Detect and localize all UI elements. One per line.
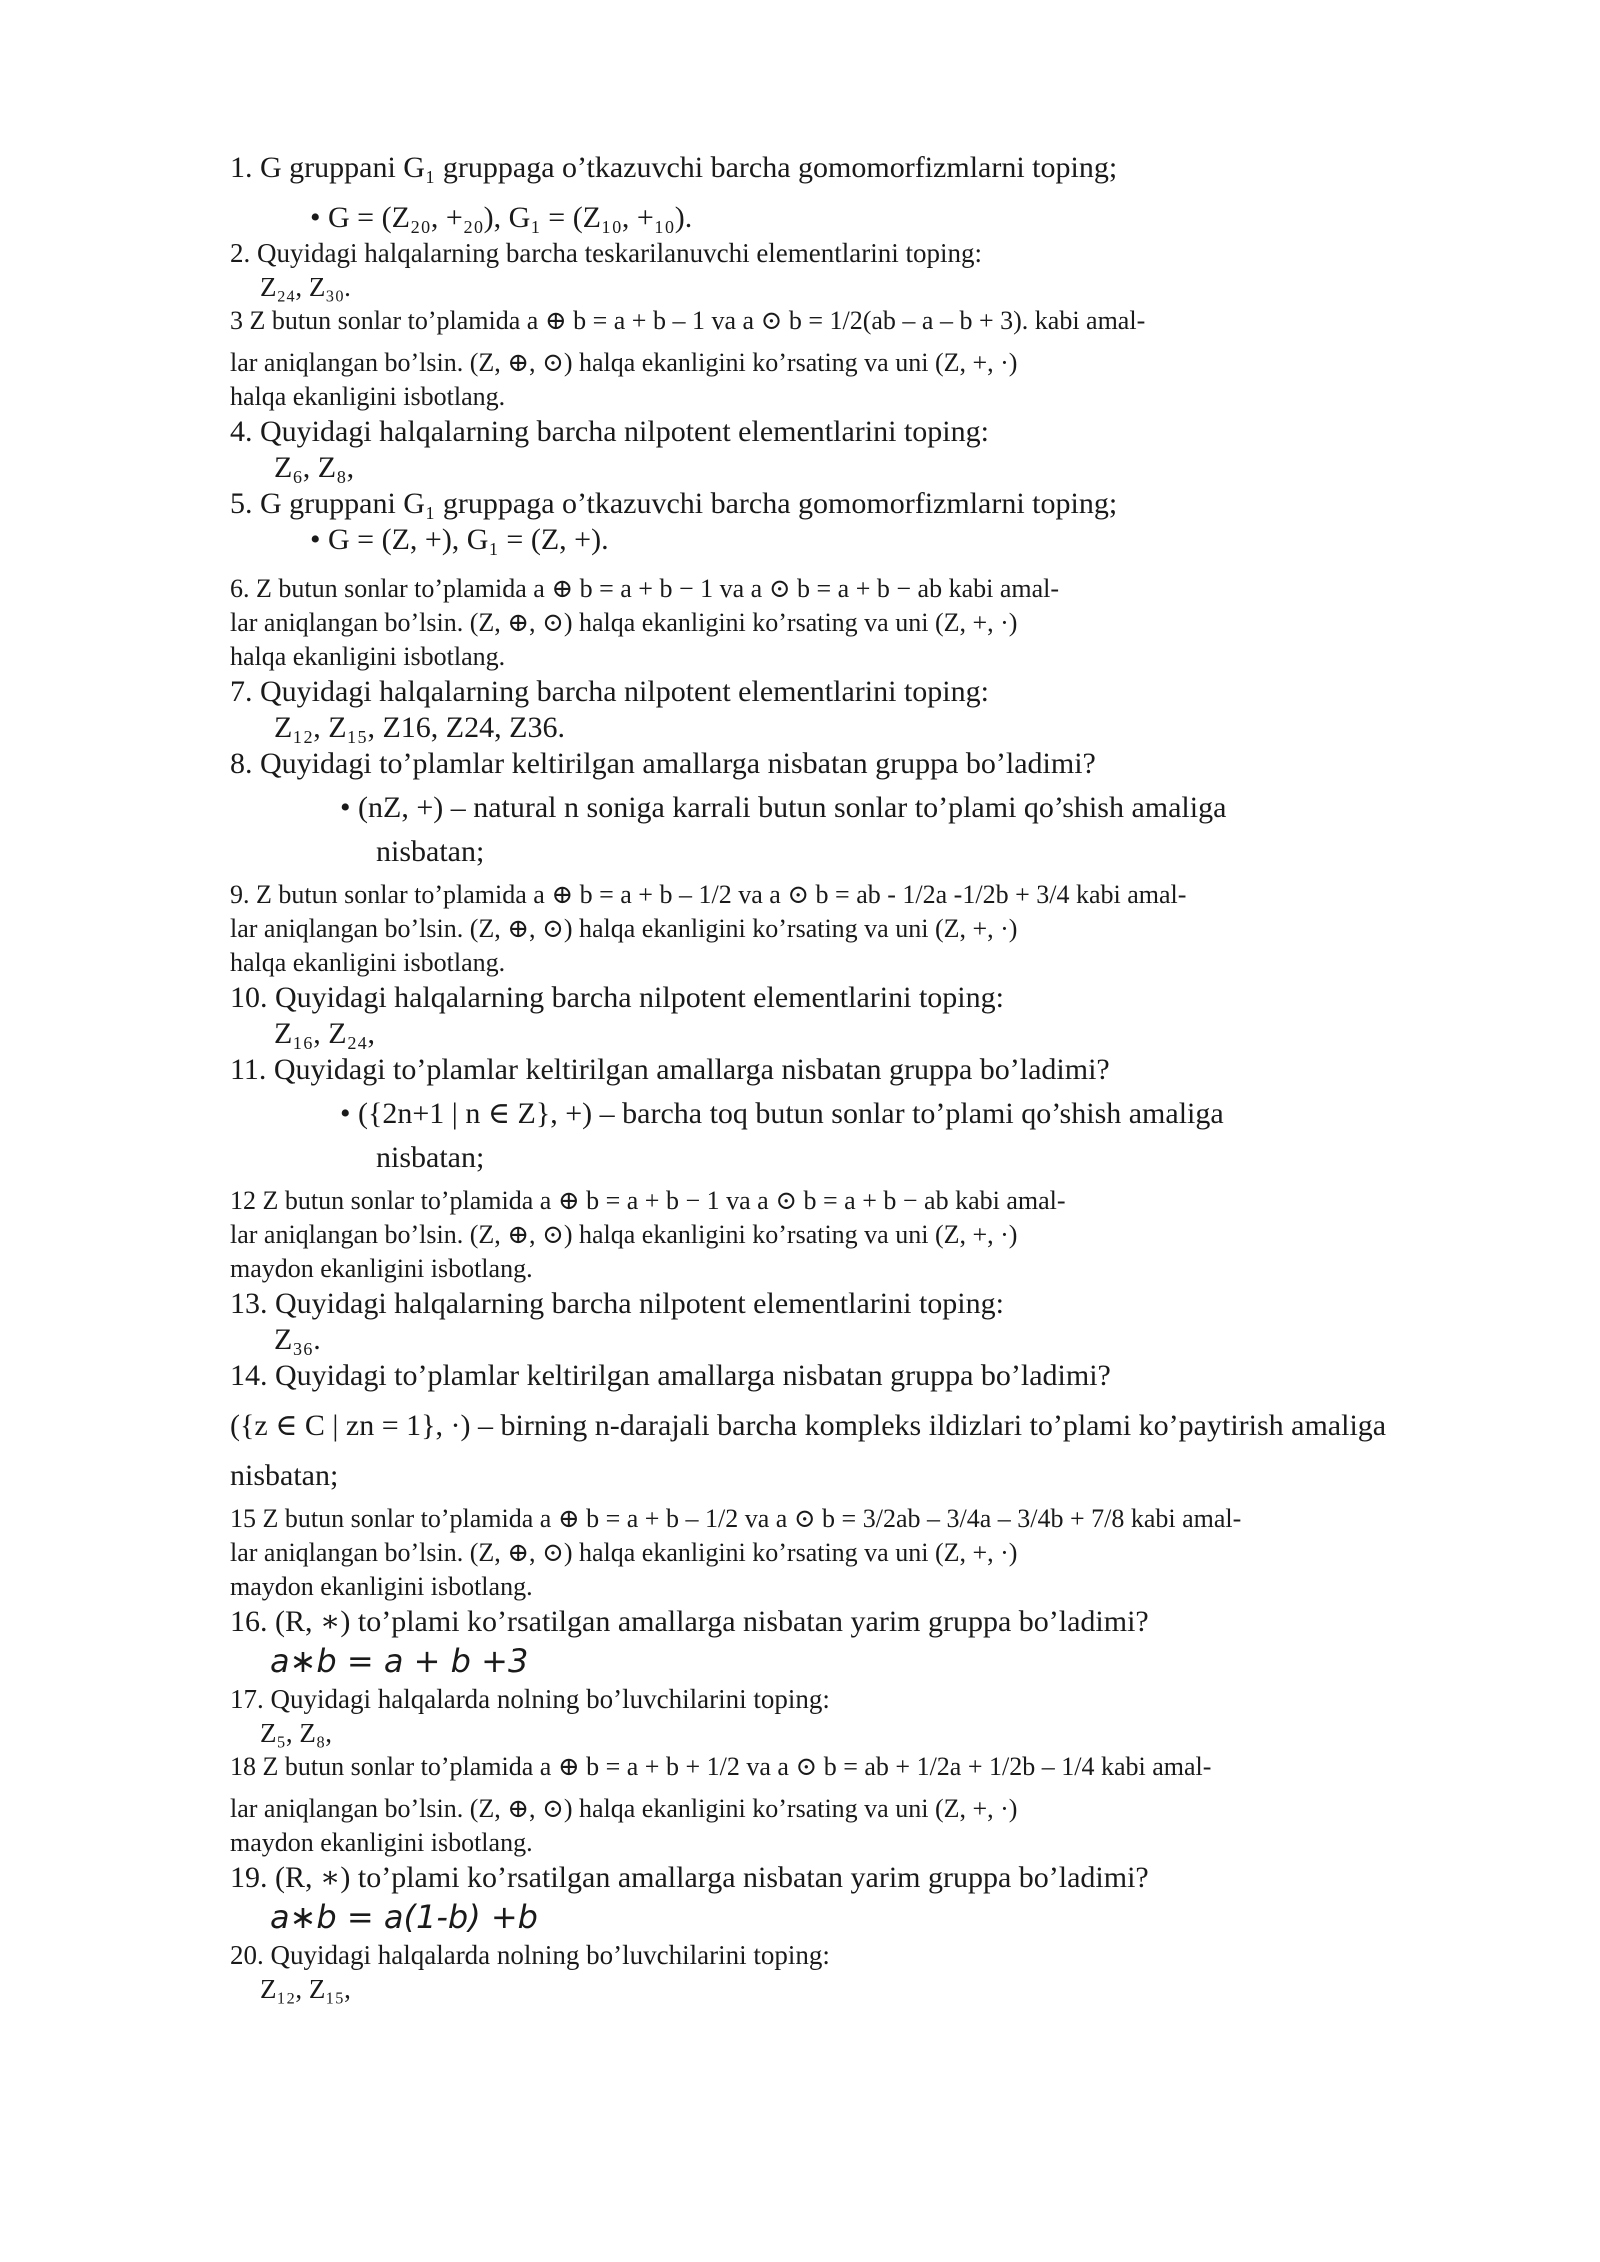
problem-10-item: Z₁₆, Z₂₄, xyxy=(274,1017,375,1050)
problem-11-item: • ({2n+1 | n ∈ Z}, +) – barcha toq butun sonlar to’plami qo’shish amaliga xyxy=(340,1097,1224,1130)
problem-10: 10. Quyidagi halqalarning barcha nilpotent elementlarini toping: xyxy=(230,981,1004,1014)
problem-9-line-2: lar aniqlangan bo’lsin. (Z, ⊕, ⊙) halqa ekanligini ko’rsating va uni (Z, +, ·) xyxy=(230,914,1018,943)
problem-16: 16. (R, ∗) to’plami ko’rsatilgan amallarga nisbatan yarim gruppa bo’ladimi? xyxy=(230,1605,1149,1638)
problem-11: 11. Quyidagi to’plamlar keltirilgan amallarga nisbatan gruppa bo’ladimi? xyxy=(230,1053,1110,1086)
problem-3-line-3: halqa ekanligini isbotlang. xyxy=(230,382,506,411)
problem-7: 7. Quyidagi halqalarning barcha nilpotent elementlarini toping: xyxy=(230,675,989,708)
problem-9-line-3: halqa ekanligini isbotlang. xyxy=(230,948,506,977)
problem-4: 4. Quyidagi halqalarning barcha nilpotent elementlarini toping: xyxy=(230,415,989,448)
problem-19: 19. (R, ∗) to’plami ko’rsatilgan amallarga nisbatan yarim gruppa bo’ladimi? xyxy=(230,1861,1149,1894)
problem-8-item: • (nZ, +) – natural n soniga karrali butun sonlar to’plami qo’shish amaliga xyxy=(340,791,1227,824)
problem-4-item: Z₆, Z₈, xyxy=(274,451,355,484)
problem-15-line-3: maydon ekanligini isbotlang. xyxy=(230,1572,533,1601)
problem-13-item: Z₃₆. xyxy=(274,1323,321,1356)
problem-18-line-2: lar aniqlangan bo’lsin. (Z, ⊕, ⊙) halqa ekanligini ko’rsating va uni (Z, +, ·) xyxy=(230,1794,1018,1823)
problem-17-item: Z₅, Z₈, xyxy=(260,1718,333,1748)
problem-15-line-2: lar aniqlangan bo’lsin. (Z, ⊕, ⊙) halqa ekanligini ko’rsating va uni (Z, +, ·) xyxy=(230,1538,1018,1567)
problem-8: 8. Quyidagi to’plamlar keltirilgan amallarga nisbatan gruppa bo’ladimi? xyxy=(230,747,1096,780)
problem-18-line-3: maydon ekanligini isbotlang. xyxy=(230,1828,533,1857)
problem-20: 20. Quyidagi halqalarda nolning bo’luvchilarini toping: xyxy=(230,1940,830,1970)
problem-5-item: • G = (Z, +), G₁ = (Z, +). xyxy=(310,523,609,556)
problem-14-item: ({z ∈ C | zn = 1}, ·) – birning n-darajali barcha kompleks ildizlari to’plami ko’paytirish amaliga xyxy=(230,1409,1387,1442)
problem-12-line-3: maydon ekanligini isbotlang. xyxy=(230,1254,533,1283)
problem-14-item-cont: nisbatan; xyxy=(230,1459,339,1492)
problem-11-item-cont: nisbatan; xyxy=(376,1141,485,1174)
problem-6: 6. Z butun sonlar to’plamida a ⊕ b = a + b − 1 va a ⊙ b = a + b − ab kabi amal- xyxy=(230,574,1060,603)
problem-6-line-2: lar aniqlangan bo’lsin. (Z, ⊕, ⊙) halqa ekanligini ko’rsating va uni (Z, +, ·) xyxy=(230,608,1018,637)
problem-14: 14. Quyidagi to’plamlar keltirilgan amallarga nisbatan gruppa bo’ladimi? xyxy=(230,1359,1111,1392)
problem-5: 5. G gruppani G₁ gruppaga o’tkazuvchi barcha gomomorfizmlarni toping; xyxy=(230,487,1118,520)
problem-8-item-cont: nisbatan; xyxy=(376,835,485,868)
problem-7-item: Z₁₂, Z₁₅, Z16, Z24, Z36. xyxy=(274,711,565,744)
problem-18: 18 Z butun sonlar to’plamida a ⊕ b = a + b + 1/2 va a ⊙ b = ab + 1/2a + 1/2b – 1/4 kabi amal- xyxy=(230,1752,1212,1781)
problem-17: 17. Quyidagi halqalarda nolning bo’luvchilarini toping: xyxy=(230,1684,830,1714)
document-page xyxy=(230,150,1500,2006)
problem-2: 2. Quyidagi halqalarning barcha teskarilanuvchi elementlarini toping: xyxy=(230,238,983,268)
problem-16-formula: a∗b = a + b +3 xyxy=(270,1642,529,1680)
problem-19-formula: a∗b = a(1-b) +b xyxy=(270,1898,538,1936)
problem-1: 1. G gruppani G₁ gruppaga o’tkazuvchi barcha gomomorfizmlarni toping; xyxy=(230,151,1118,184)
problem-1-item: • G = (Z₂₀, +₂₀), G₁ = (Z₁₀, +₁₀). xyxy=(310,201,693,234)
problem-6-line-3: halqa ekanligini isbotlang. xyxy=(230,642,506,671)
problem-3: 3 Z butun sonlar to’plamida a ⊕ b = a + b – 1 va a ⊙ b = 1/2(ab – a – b + 3). kabi amal- xyxy=(230,306,1146,335)
problem-13: 13. Quyidagi halqalarning barcha nilpotent elementlarini toping: xyxy=(230,1287,1004,1320)
problem-2-item: Z₂₄, Z₃₀. xyxy=(260,272,351,302)
problem-9: 9. Z butun sonlar to’plamida a ⊕ b = a + b – 1/2 va a ⊙ b = ab - 1/2a -1/2b + 3/4 kabi amal- xyxy=(230,880,1187,909)
problem-3-line-2: lar aniqlangan bo’lsin. (Z, ⊕, ⊙) halqa ekanligini ko’rsating va uni (Z, +, ·) xyxy=(230,348,1018,377)
problem-15: 15 Z butun sonlar to’plamida a ⊕ b = a + b – 1/2 va a ⊙ b = 3/2ab – 3/4a – 3/4b + 7/8 kabi amal- xyxy=(230,1504,1242,1533)
problem-20-item: Z₁₂, Z₁₅, xyxy=(260,1974,351,2004)
problem-12-line-2: lar aniqlangan bo’lsin. (Z, ⊕, ⊙) halqa ekanligini ko’rsating va uni (Z, +, ·) xyxy=(230,1220,1018,1249)
problem-12: 12 Z butun sonlar to’plamida a ⊕ b = a + b − 1 va a ⊙ b = a + b − ab kabi amal- xyxy=(230,1186,1066,1215)
